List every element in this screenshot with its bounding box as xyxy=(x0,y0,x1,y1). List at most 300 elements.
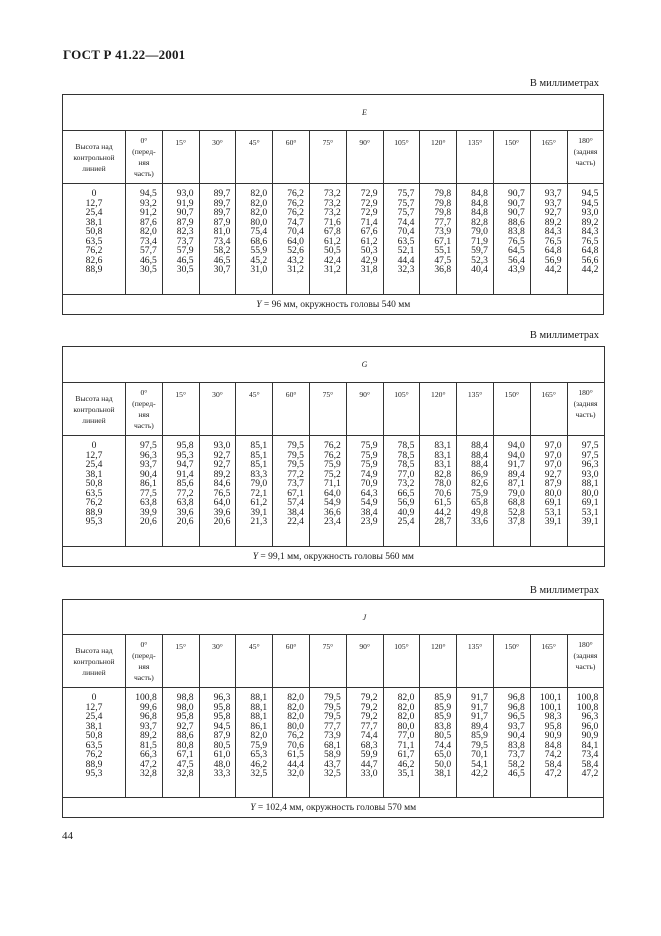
measurement-value: 75,9 xyxy=(250,739,268,751)
angle-values-cell xyxy=(346,688,383,798)
header-text-line: 165° xyxy=(541,138,556,147)
height-value: 88,9 xyxy=(85,758,103,770)
measurement-value: 89,7 xyxy=(213,188,231,199)
measurement-value: 90,7 xyxy=(507,188,525,199)
measurement-value: 43,2 xyxy=(287,254,304,266)
measurement-value: 91,4 xyxy=(176,468,194,480)
angle-values-cell xyxy=(530,184,567,295)
measurement-value: 77,0 xyxy=(397,468,415,480)
measurement-value: 92,7 xyxy=(176,720,194,732)
measurement-value: 39,6 xyxy=(213,506,231,518)
height-value: 63,5 xyxy=(85,235,103,247)
measurement-value: 48,0 xyxy=(213,758,231,770)
header-text-line: часть) xyxy=(575,662,596,671)
measurement-value: 82,0 xyxy=(287,711,304,723)
measurement-value: 97,5 xyxy=(140,440,157,451)
measurement-value: 80,0 xyxy=(397,720,415,732)
measurement-value: 82,0 xyxy=(250,730,268,742)
measurement-value: 95,8 xyxy=(176,711,194,723)
measurement-value: 93,0 xyxy=(581,468,599,480)
measurement-value: 36,8 xyxy=(434,264,452,276)
header-text-line: (перед- xyxy=(132,651,156,660)
angle-values-cell xyxy=(420,688,457,798)
angle-values-cell xyxy=(457,436,494,547)
angle-column-header xyxy=(346,383,383,436)
measurement-value: 80,5 xyxy=(213,739,231,751)
measurement-value: 90,7 xyxy=(507,207,525,219)
measurement-value: 46,2 xyxy=(250,758,268,770)
measurement-value: 42,2 xyxy=(471,768,488,780)
measurement-value: 52,1 xyxy=(397,245,415,257)
measurement-value: 71,1 xyxy=(323,478,341,490)
measurement-value: 30,7 xyxy=(213,264,231,276)
measurement-value: 30,5 xyxy=(140,264,157,276)
footer-variable: Y xyxy=(256,299,262,310)
angle-values-cell xyxy=(273,184,310,295)
measurement-value: 74,7 xyxy=(287,216,304,228)
measurement-value: 89,4 xyxy=(507,468,525,480)
header-text-line: (перед- xyxy=(132,147,156,156)
measurement-value: 88,4 xyxy=(471,449,488,461)
measurement-value: 94,7 xyxy=(176,459,194,471)
measurement-value: 91,7 xyxy=(471,701,488,713)
measurement-value: 84,8 xyxy=(471,197,488,209)
height-value: 38,1 xyxy=(85,720,103,732)
header-text-line: 105° xyxy=(394,138,409,147)
header-text-line: 90° xyxy=(359,138,370,147)
header-text-line: няя xyxy=(138,410,150,419)
measurement-value: 95,8 xyxy=(544,720,562,732)
measurement-value: 32,8 xyxy=(176,768,194,780)
measurement-value: 44,2 xyxy=(581,264,599,276)
measurement-value: 82,0 xyxy=(287,692,304,703)
measurement-value: 33,6 xyxy=(471,516,488,528)
table-letter-row xyxy=(63,347,605,383)
measurement-value: 64,3 xyxy=(360,487,378,499)
angle-column-header xyxy=(457,383,494,436)
table-header-row xyxy=(63,635,604,688)
measurement-value: 87,6 xyxy=(140,216,157,228)
measurement-value: 79,2 xyxy=(360,692,378,703)
header-text-line: контрольной xyxy=(73,404,115,414)
header-text-line: 75° xyxy=(322,642,334,651)
measurement-value: 40,4 xyxy=(471,264,488,276)
measurement-value: 79,0 xyxy=(471,226,488,238)
measurement-value: 63,8 xyxy=(140,497,157,509)
measurement-value: 71,4 xyxy=(360,216,378,228)
header-text-line: 120° xyxy=(431,642,446,651)
header-text-line: 15° xyxy=(175,138,187,147)
measurement-value: 84,3 xyxy=(544,226,562,238)
angle-column-header xyxy=(567,383,604,436)
angle-column-header xyxy=(162,383,199,436)
angle-values-cell xyxy=(273,436,310,547)
measurement-value: 96,0 xyxy=(581,720,599,732)
measurement-value: 72,9 xyxy=(360,197,378,209)
angle-values-cell xyxy=(530,436,567,547)
measurement-value: 93,7 xyxy=(140,720,157,732)
measurement-value: 63,5 xyxy=(397,235,415,247)
measurement-value: 72,1 xyxy=(250,487,268,499)
header-text-line: 90° xyxy=(359,642,370,651)
measurement-value: 76,2 xyxy=(287,188,304,199)
height-value: 25,4 xyxy=(85,711,103,723)
header-text-line: 105° xyxy=(394,642,409,651)
measurement-value: 87,1 xyxy=(507,478,525,490)
measurement-value: 44,4 xyxy=(287,758,304,770)
table-g xyxy=(62,346,605,567)
measurement-value: 61,2 xyxy=(250,497,268,509)
measurement-value: 73,7 xyxy=(287,478,304,490)
measurement-value: 54,9 xyxy=(323,497,341,509)
header-text-line: 150° xyxy=(504,138,520,147)
measurement-value: 94,5 xyxy=(140,188,157,199)
measurement-value: 96,8 xyxy=(140,711,157,723)
measurement-value: 22,4 xyxy=(287,516,304,528)
measurement-value: 80,0 xyxy=(544,487,562,499)
measurement-value: 74,4 xyxy=(360,730,378,742)
angle-column-header xyxy=(383,131,420,184)
measurement-value: 78,5 xyxy=(397,440,415,451)
angle-values-cell xyxy=(199,436,236,547)
angle-values-cell xyxy=(493,184,530,295)
table-letter-row xyxy=(63,95,604,131)
angle-column-header xyxy=(273,383,310,436)
measurement-value: 68,1 xyxy=(323,739,341,751)
measurement-value: 58,4 xyxy=(544,758,562,770)
measurement-value: 74,9 xyxy=(360,468,378,480)
height-value: 38,1 xyxy=(85,216,103,228)
measurement-value: 64,8 xyxy=(544,245,562,257)
measurement-value: 71,1 xyxy=(397,739,415,751)
measurement-value: 83,1 xyxy=(434,459,452,471)
measurement-value: 96,8 xyxy=(507,692,525,703)
angle-column-header xyxy=(493,635,530,688)
measurement-value: 56,6 xyxy=(581,254,599,266)
footer-text: = 96 мм, окружность головы 540 мм xyxy=(261,299,411,310)
measurement-value: 90,7 xyxy=(176,207,194,219)
measurement-value: 80,5 xyxy=(434,730,452,742)
table-letter-e: E xyxy=(126,95,604,131)
height-value: 0 xyxy=(91,692,97,703)
measurement-value: 73,7 xyxy=(507,749,525,761)
measurement-value: 38,1 xyxy=(434,768,452,780)
measurement-value: 93,7 xyxy=(544,197,562,209)
measurement-value: 58,2 xyxy=(213,245,231,257)
header-text-line: 30° xyxy=(212,390,223,399)
measurement-value: 43,7 xyxy=(323,758,341,770)
angle-column-header xyxy=(273,131,310,184)
measurement-value: 70,9 xyxy=(360,478,378,490)
measurement-value: 77,2 xyxy=(287,468,304,480)
angle-values-cell xyxy=(199,688,236,798)
measurement-value: 89,2 xyxy=(140,730,157,742)
angle-values-cell xyxy=(567,184,604,295)
measurement-value: 96,3 xyxy=(581,459,599,471)
header-text-line: (задняя xyxy=(573,147,598,156)
page-number: 44 xyxy=(62,830,73,842)
angle-column-header xyxy=(346,635,383,688)
measurement-value: 31,0 xyxy=(250,264,268,276)
measurement-value: 58,9 xyxy=(323,749,341,761)
angle-column-header xyxy=(493,131,530,184)
measurement-value: 82,0 xyxy=(397,701,415,713)
measurement-value: 61,0 xyxy=(213,749,231,761)
measurement-value: 80,0 xyxy=(250,216,268,228)
height-values-cell xyxy=(63,436,126,547)
measurement-value: 23,4 xyxy=(323,516,341,528)
measurement-value: 37,8 xyxy=(507,516,525,528)
header-text-line: 135° xyxy=(467,390,483,399)
angle-column-header xyxy=(420,383,457,436)
measurement-value: 81,0 xyxy=(213,226,231,238)
header-text-line: 0° xyxy=(140,640,148,649)
measurement-value: 20,6 xyxy=(140,516,157,528)
header-text-line: часть) xyxy=(575,158,596,167)
measurement-value: 93,7 xyxy=(544,188,562,199)
measurement-value: 25,4 xyxy=(397,516,415,528)
measurement-value: 68,6 xyxy=(250,235,268,247)
header-text-line: 120° xyxy=(431,390,446,399)
measurement-value: 67,1 xyxy=(434,235,452,247)
table-footer xyxy=(63,798,604,818)
header-text-line: 15° xyxy=(175,390,187,399)
measurement-value: 65,0 xyxy=(434,749,452,761)
measurement-value: 53,1 xyxy=(544,506,562,518)
measurement-value: 39,6 xyxy=(176,506,194,518)
measurement-value: 93,2 xyxy=(140,197,157,209)
table-footer-row xyxy=(63,798,604,818)
measurement-value: 46,5 xyxy=(213,254,231,266)
measurement-value: 33,0 xyxy=(360,768,378,780)
measurement-value: 78,5 xyxy=(397,449,415,461)
measurement-value: 32,0 xyxy=(287,768,304,780)
angle-column-header xyxy=(493,383,530,436)
measurement-value: 35,1 xyxy=(397,768,415,780)
height-value: 50,8 xyxy=(85,226,103,238)
measurement-value: 31,8 xyxy=(360,264,378,276)
measurement-value: 94,5 xyxy=(213,720,231,732)
measurement-value: 84,3 xyxy=(581,226,599,238)
height-values-cell xyxy=(63,184,126,295)
measurement-value: 74,4 xyxy=(397,216,415,228)
table-letter-g: G xyxy=(126,347,605,383)
header-text-line: 165° xyxy=(541,390,556,399)
measurement-value: 76,5 xyxy=(581,235,599,247)
height-value: 76,2 xyxy=(85,749,103,761)
measurement-value: 92,7 xyxy=(213,459,231,471)
angle-values-cell xyxy=(126,436,163,547)
height-value: 25,4 xyxy=(85,459,103,471)
measurement-value: 85,1 xyxy=(250,440,268,451)
angle-column-header xyxy=(420,131,457,184)
header-text-line: 60° xyxy=(285,642,297,651)
angle-values-cell xyxy=(567,436,604,547)
table-data-row xyxy=(63,184,604,295)
measurement-value: 91,7 xyxy=(471,692,488,703)
angle-column-header xyxy=(309,635,346,688)
angle-values-cell xyxy=(383,688,420,798)
angle-column-header xyxy=(383,383,420,436)
angle-column-header xyxy=(309,131,346,184)
height-value: 76,2 xyxy=(85,497,103,509)
angle-values-cell xyxy=(126,184,163,295)
header-text-line: няя xyxy=(138,662,150,671)
measurement-value: 94,5 xyxy=(581,188,599,199)
measurement-value: 49,8 xyxy=(471,506,488,518)
height-value: 95,3 xyxy=(85,768,103,780)
measurement-value: 93,0 xyxy=(176,188,194,199)
header-text-line: линией xyxy=(82,415,106,425)
measurement-value: 61,2 xyxy=(323,235,341,247)
angle-column-header xyxy=(199,635,236,688)
measurement-value: 54,9 xyxy=(360,497,378,509)
angle-values-cell xyxy=(346,436,383,547)
measurement-value: 46,5 xyxy=(176,254,194,266)
measurement-value: 68,8 xyxy=(507,497,525,509)
measurement-value: 83,8 xyxy=(434,720,452,732)
measurement-value: 84,8 xyxy=(544,739,562,751)
measurement-value: 73,4 xyxy=(213,235,231,247)
height-value: 12,7 xyxy=(85,701,103,713)
height-values-cell xyxy=(63,688,126,798)
measurement-value: 72,9 xyxy=(360,188,378,199)
measurement-value: 52,3 xyxy=(471,254,488,266)
angle-values-cell xyxy=(420,436,457,547)
units-label-e: В миллиметрах xyxy=(529,78,599,89)
measurement-value: 86,1 xyxy=(250,720,268,732)
measurement-value: 70,6 xyxy=(287,739,304,751)
angle-values-cell xyxy=(567,688,604,798)
measurement-value: 46,5 xyxy=(140,254,157,266)
angle-column-header xyxy=(457,131,494,184)
measurement-value: 73,9 xyxy=(323,730,341,742)
measurement-value: 77,7 xyxy=(434,216,452,228)
measurement-value: 56,4 xyxy=(507,254,525,266)
measurement-value: 30,5 xyxy=(176,264,194,276)
measurement-value: 82,0 xyxy=(287,701,304,713)
measurement-value: 76,2 xyxy=(323,440,341,451)
measurement-value: 71,6 xyxy=(323,216,341,228)
measurement-value: 67,1 xyxy=(176,749,194,761)
measurement-value: 47,5 xyxy=(434,254,452,266)
angle-values-cell xyxy=(309,436,346,547)
measurement-value: 75,7 xyxy=(397,188,415,199)
table-footer xyxy=(63,295,604,315)
height-value: 0 xyxy=(91,440,97,451)
height-value: 50,8 xyxy=(85,478,103,490)
measurement-value: 82,0 xyxy=(397,711,415,723)
footer-text: = 102,4 мм, окружность головы 570 мм xyxy=(255,802,417,813)
header-text-line: 135° xyxy=(467,138,483,147)
header-text-line: (задняя xyxy=(573,399,598,408)
measurement-value: 91,7 xyxy=(507,459,525,471)
measurement-value: 69,1 xyxy=(581,497,599,509)
angle-column-header xyxy=(309,383,346,436)
measurement-value: 69,1 xyxy=(544,497,562,509)
measurement-value: 76,2 xyxy=(287,207,304,219)
measurement-value: 82,0 xyxy=(250,207,268,219)
angle-values-cell xyxy=(309,184,346,295)
angle-values-cell xyxy=(236,436,273,547)
measurement-value: 90,4 xyxy=(140,468,157,480)
measurement-value: 87,9 xyxy=(176,216,194,228)
measurement-value: 50,0 xyxy=(434,758,452,770)
measurement-value: 85,9 xyxy=(471,730,488,742)
measurement-value: 67,6 xyxy=(360,226,378,238)
measurement-value: 96,3 xyxy=(140,449,157,461)
measurement-value: 88,1 xyxy=(250,711,268,723)
header-text-line: контрольной xyxy=(73,656,115,666)
measurement-value: 70,1 xyxy=(471,749,488,761)
measurement-value: 52,6 xyxy=(287,245,304,257)
measurement-value: 42,9 xyxy=(360,254,378,266)
table-letter-row xyxy=(63,600,604,635)
measurement-value: 97,5 xyxy=(581,440,599,451)
measurement-value: 89,2 xyxy=(213,468,231,480)
angle-column-header xyxy=(457,635,494,688)
measurement-value: 80,8 xyxy=(176,739,194,751)
measurement-value: 89,7 xyxy=(213,197,231,209)
header-text-line: 150° xyxy=(504,642,520,651)
table-footer-row xyxy=(63,295,604,315)
measurement-value: 86,9 xyxy=(471,468,488,480)
measurement-value: 55,9 xyxy=(250,245,268,257)
measurement-value: 92,7 xyxy=(213,449,231,461)
measurement-value: 52,8 xyxy=(507,506,525,518)
angle-column-header xyxy=(126,131,163,184)
measurement-value: 79,5 xyxy=(323,692,341,703)
angle-values-cell xyxy=(126,688,163,798)
measurement-value: 90,9 xyxy=(581,730,599,742)
measurement-value: 61,7 xyxy=(397,749,415,761)
measurement-value: 55,1 xyxy=(434,245,452,257)
measurement-value: 83,8 xyxy=(507,226,525,238)
footer-variable: Y xyxy=(250,802,256,813)
header-text-line: 30° xyxy=(212,642,223,651)
angle-values-cell xyxy=(457,184,494,295)
measurement-value: 79,2 xyxy=(360,711,378,723)
measurement-value: 88,6 xyxy=(507,216,525,228)
measurement-value: 20,6 xyxy=(213,516,231,528)
measurement-value: 47,2 xyxy=(581,768,599,780)
height-value: 88,9 xyxy=(85,264,103,276)
angle-values-cell xyxy=(162,436,199,547)
measurement-value: 47,2 xyxy=(544,768,562,780)
angle-values-cell xyxy=(309,688,346,798)
measurement-value: 95,8 xyxy=(213,711,231,723)
measurement-value: 85,9 xyxy=(434,711,452,723)
measurement-value: 54,1 xyxy=(471,758,488,770)
measurement-value: 56,9 xyxy=(397,497,415,509)
measurement-value: 73,4 xyxy=(581,749,599,761)
units-label-g: В миллиметрах xyxy=(529,330,599,341)
measurement-value: 75,9 xyxy=(360,440,378,451)
measurement-value: 97,0 xyxy=(544,459,562,471)
measurement-value: 79,8 xyxy=(434,197,452,209)
height-value: 12,7 xyxy=(85,449,103,461)
table-j xyxy=(62,599,604,818)
table-data-row xyxy=(63,688,604,798)
measurement-value: 85,1 xyxy=(250,459,268,471)
measurement-value: 83,3 xyxy=(250,468,268,480)
height-value: 82,6 xyxy=(85,254,103,266)
height-column-header xyxy=(63,383,126,436)
measurement-value: 93,7 xyxy=(507,720,525,732)
measurement-value: 94,0 xyxy=(507,449,525,461)
measurement-value: 84,8 xyxy=(471,207,488,219)
measurement-value: 95,8 xyxy=(213,701,231,713)
